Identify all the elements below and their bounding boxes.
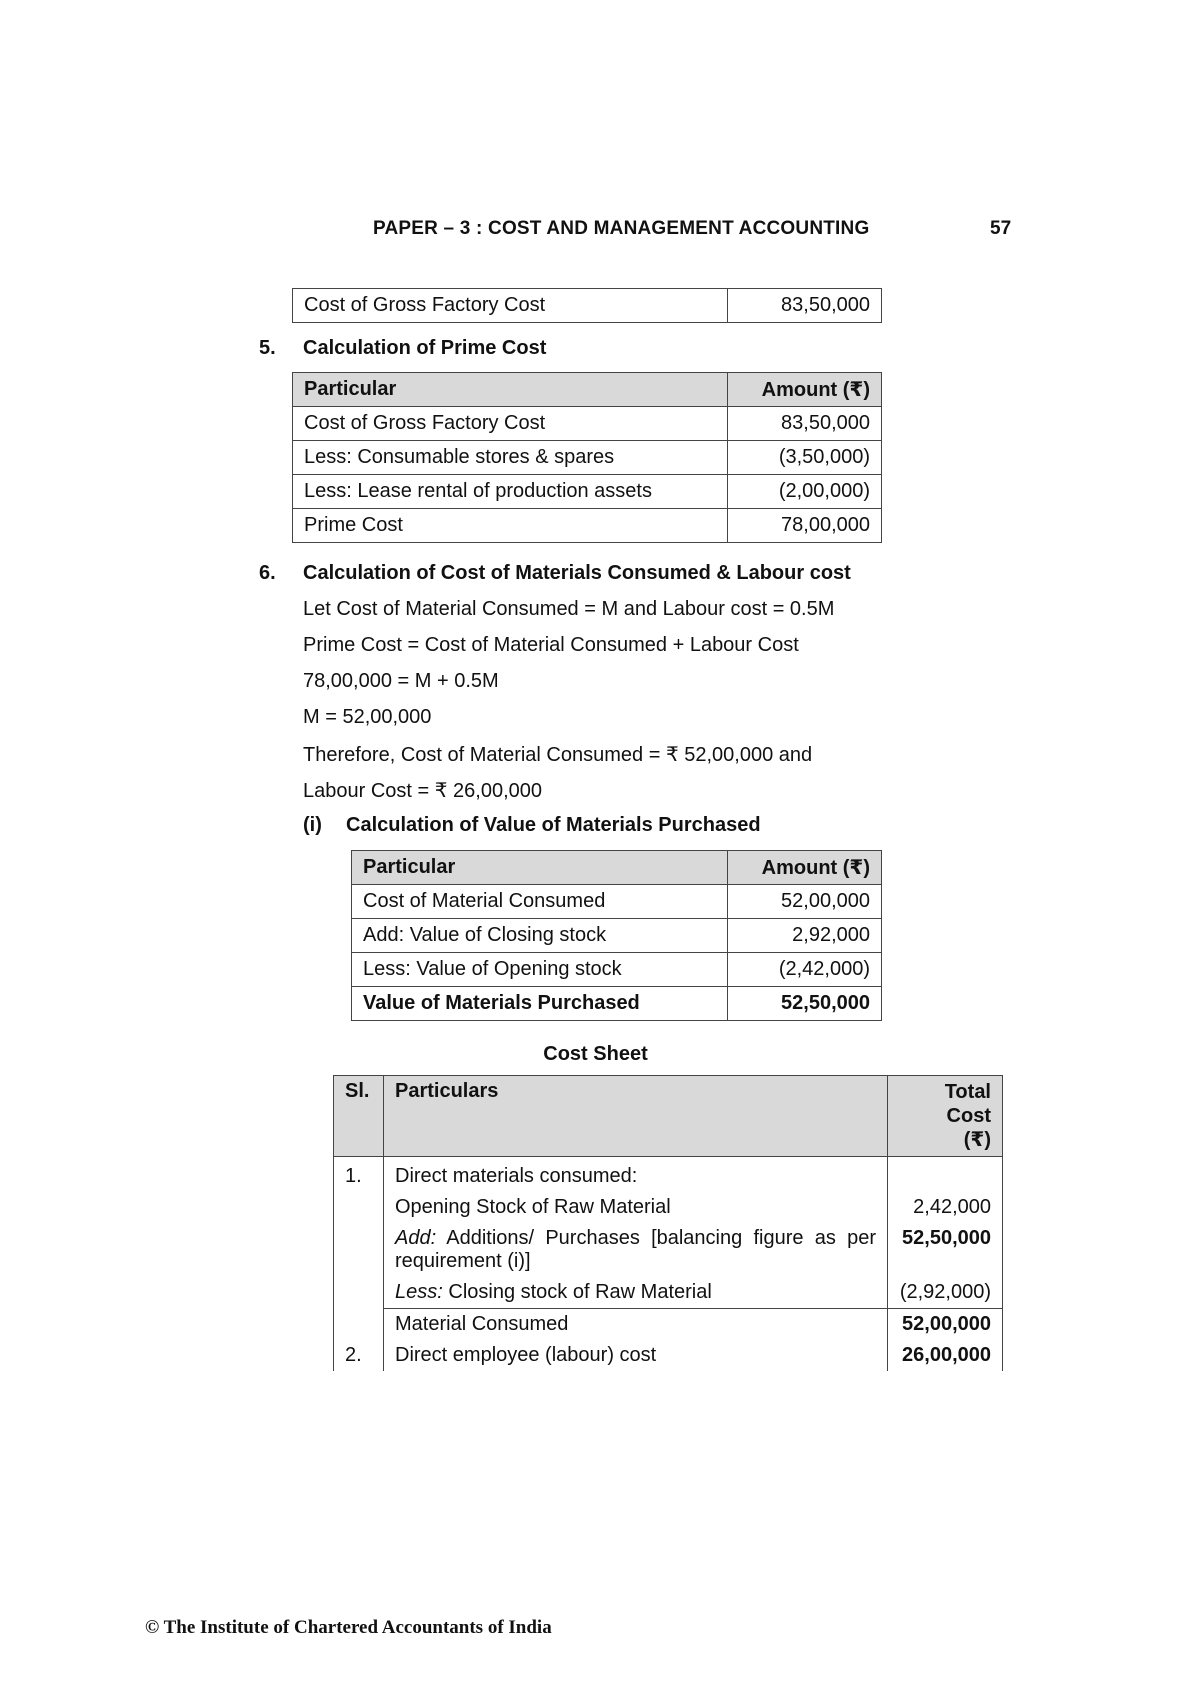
row-value: 2,92,000 bbox=[728, 919, 882, 953]
table-row bbox=[293, 441, 882, 475]
text-line: Therefore, Cost of Material Consumed = ₹ 52,00,000 and bbox=[303, 744, 813, 766]
row-value: 83,50,000 bbox=[728, 289, 882, 323]
subsection-number: (i) bbox=[303, 814, 322, 836]
table-row bbox=[293, 509, 882, 543]
footer-copyright: © The Institute of Chartered Accountants of India bbox=[145, 1617, 552, 1638]
value-cell: 52,00,000 bbox=[888, 1309, 1003, 1341]
table-row bbox=[334, 1223, 1003, 1277]
sl-cell bbox=[334, 1192, 384, 1223]
table-row bbox=[334, 1192, 1003, 1223]
table-row bbox=[334, 1340, 1003, 1371]
text-line: Prime Cost = Cost of Material Consumed + Labour Cost bbox=[303, 634, 799, 656]
table-row bbox=[352, 919, 882, 953]
particular-cell: Direct materials consumed: bbox=[395, 1165, 638, 1187]
value-cell: 52,50,000 bbox=[888, 1223, 1003, 1277]
row-value: (2,00,000) bbox=[728, 475, 882, 509]
table-row bbox=[352, 953, 882, 987]
row-label: Less: Value of Opening stock bbox=[352, 953, 728, 987]
row-label: Value of Materials Purchased bbox=[352, 987, 728, 1021]
prime-cost-table bbox=[292, 372, 882, 543]
col-sl: Sl. bbox=[334, 1076, 384, 1157]
col-amount: Amount (₹) bbox=[728, 851, 882, 885]
text-line: M = 52,00,000 bbox=[303, 706, 432, 728]
row-value: 52,00,000 bbox=[728, 885, 882, 919]
particular-cell bbox=[384, 1223, 888, 1277]
col-total-cost-line1: Total Cost bbox=[944, 1081, 991, 1127]
particular-cell: Direct employee (labour) cost bbox=[395, 1344, 657, 1366]
table-row bbox=[334, 1277, 1003, 1309]
less-label: Closing stock of Raw Material bbox=[442, 1281, 712, 1303]
row-value: (3,50,000) bbox=[728, 441, 882, 475]
row-label: Cost of Gross Factory Cost bbox=[293, 407, 728, 441]
running-header: PAPER – 3 : COST AND MANAGEMENT ACCOUNTING bbox=[373, 218, 870, 239]
text-line: 78,00,000 = M + 0.5M bbox=[303, 670, 499, 692]
section-5-number: 5. bbox=[259, 337, 276, 359]
table-row bbox=[352, 885, 882, 919]
row-label: Less: Consumable stores & spares bbox=[293, 441, 728, 475]
col-amount: Amount (₹) bbox=[728, 373, 882, 407]
table-row bbox=[293, 475, 882, 509]
col-total-cost-line2: (₹) bbox=[963, 1129, 991, 1151]
cost-sheet-table bbox=[333, 1075, 1003, 1371]
table-row bbox=[334, 1309, 1003, 1341]
row-value: 78,00,000 bbox=[728, 509, 882, 543]
row-label: Add: Value of Closing stock bbox=[352, 919, 728, 953]
table-row-total bbox=[352, 987, 882, 1021]
sl-cell bbox=[334, 1277, 384, 1309]
col-particular: Particular bbox=[293, 373, 728, 407]
col-particulars: Particulars bbox=[384, 1076, 888, 1157]
text-line: Let Cost of Material Consumed = M and Labour cost = 0.5M bbox=[303, 598, 835, 620]
sl-cell bbox=[334, 1223, 384, 1277]
materials-purchased-table bbox=[351, 850, 882, 1021]
table-header-row bbox=[352, 851, 882, 885]
value-cell: 2,42,000 bbox=[888, 1192, 1003, 1223]
row-label: Prime Cost bbox=[293, 509, 728, 543]
page-number: 57 bbox=[990, 218, 1012, 239]
row-value: (2,42,000) bbox=[728, 953, 882, 987]
table-header-row bbox=[293, 373, 882, 407]
row-value: 83,50,000 bbox=[728, 407, 882, 441]
table-row bbox=[334, 1157, 1003, 1193]
particular-cell bbox=[384, 1277, 888, 1309]
col-particular: Particular bbox=[352, 851, 728, 885]
particular-cell: Opening Stock of Raw Material bbox=[395, 1196, 671, 1218]
add-label: Additions/ Purchases [balancing figure as per requirement (i)] bbox=[395, 1227, 876, 1272]
sl-cell: 2. bbox=[334, 1340, 384, 1371]
section-6-heading: Calculation of Cost of Materials Consumed & Labour cost bbox=[303, 562, 851, 584]
sl-cell bbox=[334, 1309, 384, 1341]
text-line: Labour Cost = ₹ 26,00,000 bbox=[303, 780, 543, 802]
particular-cell: Material Consumed bbox=[384, 1309, 888, 1341]
value-cell: (2,92,000) bbox=[888, 1277, 1003, 1309]
row-label: Cost of Material Consumed bbox=[352, 885, 728, 919]
table-header-row bbox=[334, 1076, 1003, 1157]
row-label: Cost of Gross Factory Cost bbox=[293, 289, 728, 323]
section-6-number: 6. bbox=[259, 562, 276, 584]
row-label: Less: Lease rental of production assets bbox=[293, 475, 728, 509]
sl-cell: 1. bbox=[334, 1157, 384, 1193]
subsection-heading: Calculation of Value of Materials Purchased bbox=[346, 814, 761, 836]
row-value: 52,50,000 bbox=[728, 987, 882, 1021]
table-row bbox=[293, 407, 882, 441]
section-5-heading: Calculation of Prime Cost bbox=[303, 337, 547, 359]
gross-factory-cost-table bbox=[292, 288, 882, 323]
value-cell bbox=[888, 1157, 1003, 1193]
less-prefix: Less: bbox=[395, 1281, 443, 1303]
col-total-cost bbox=[888, 1076, 1003, 1157]
table-row bbox=[293, 289, 882, 323]
value-cell: 26,00,000 bbox=[888, 1340, 1003, 1371]
cost-sheet-title: Cost Sheet bbox=[543, 1043, 648, 1065]
add-prefix: Add: bbox=[395, 1227, 437, 1249]
